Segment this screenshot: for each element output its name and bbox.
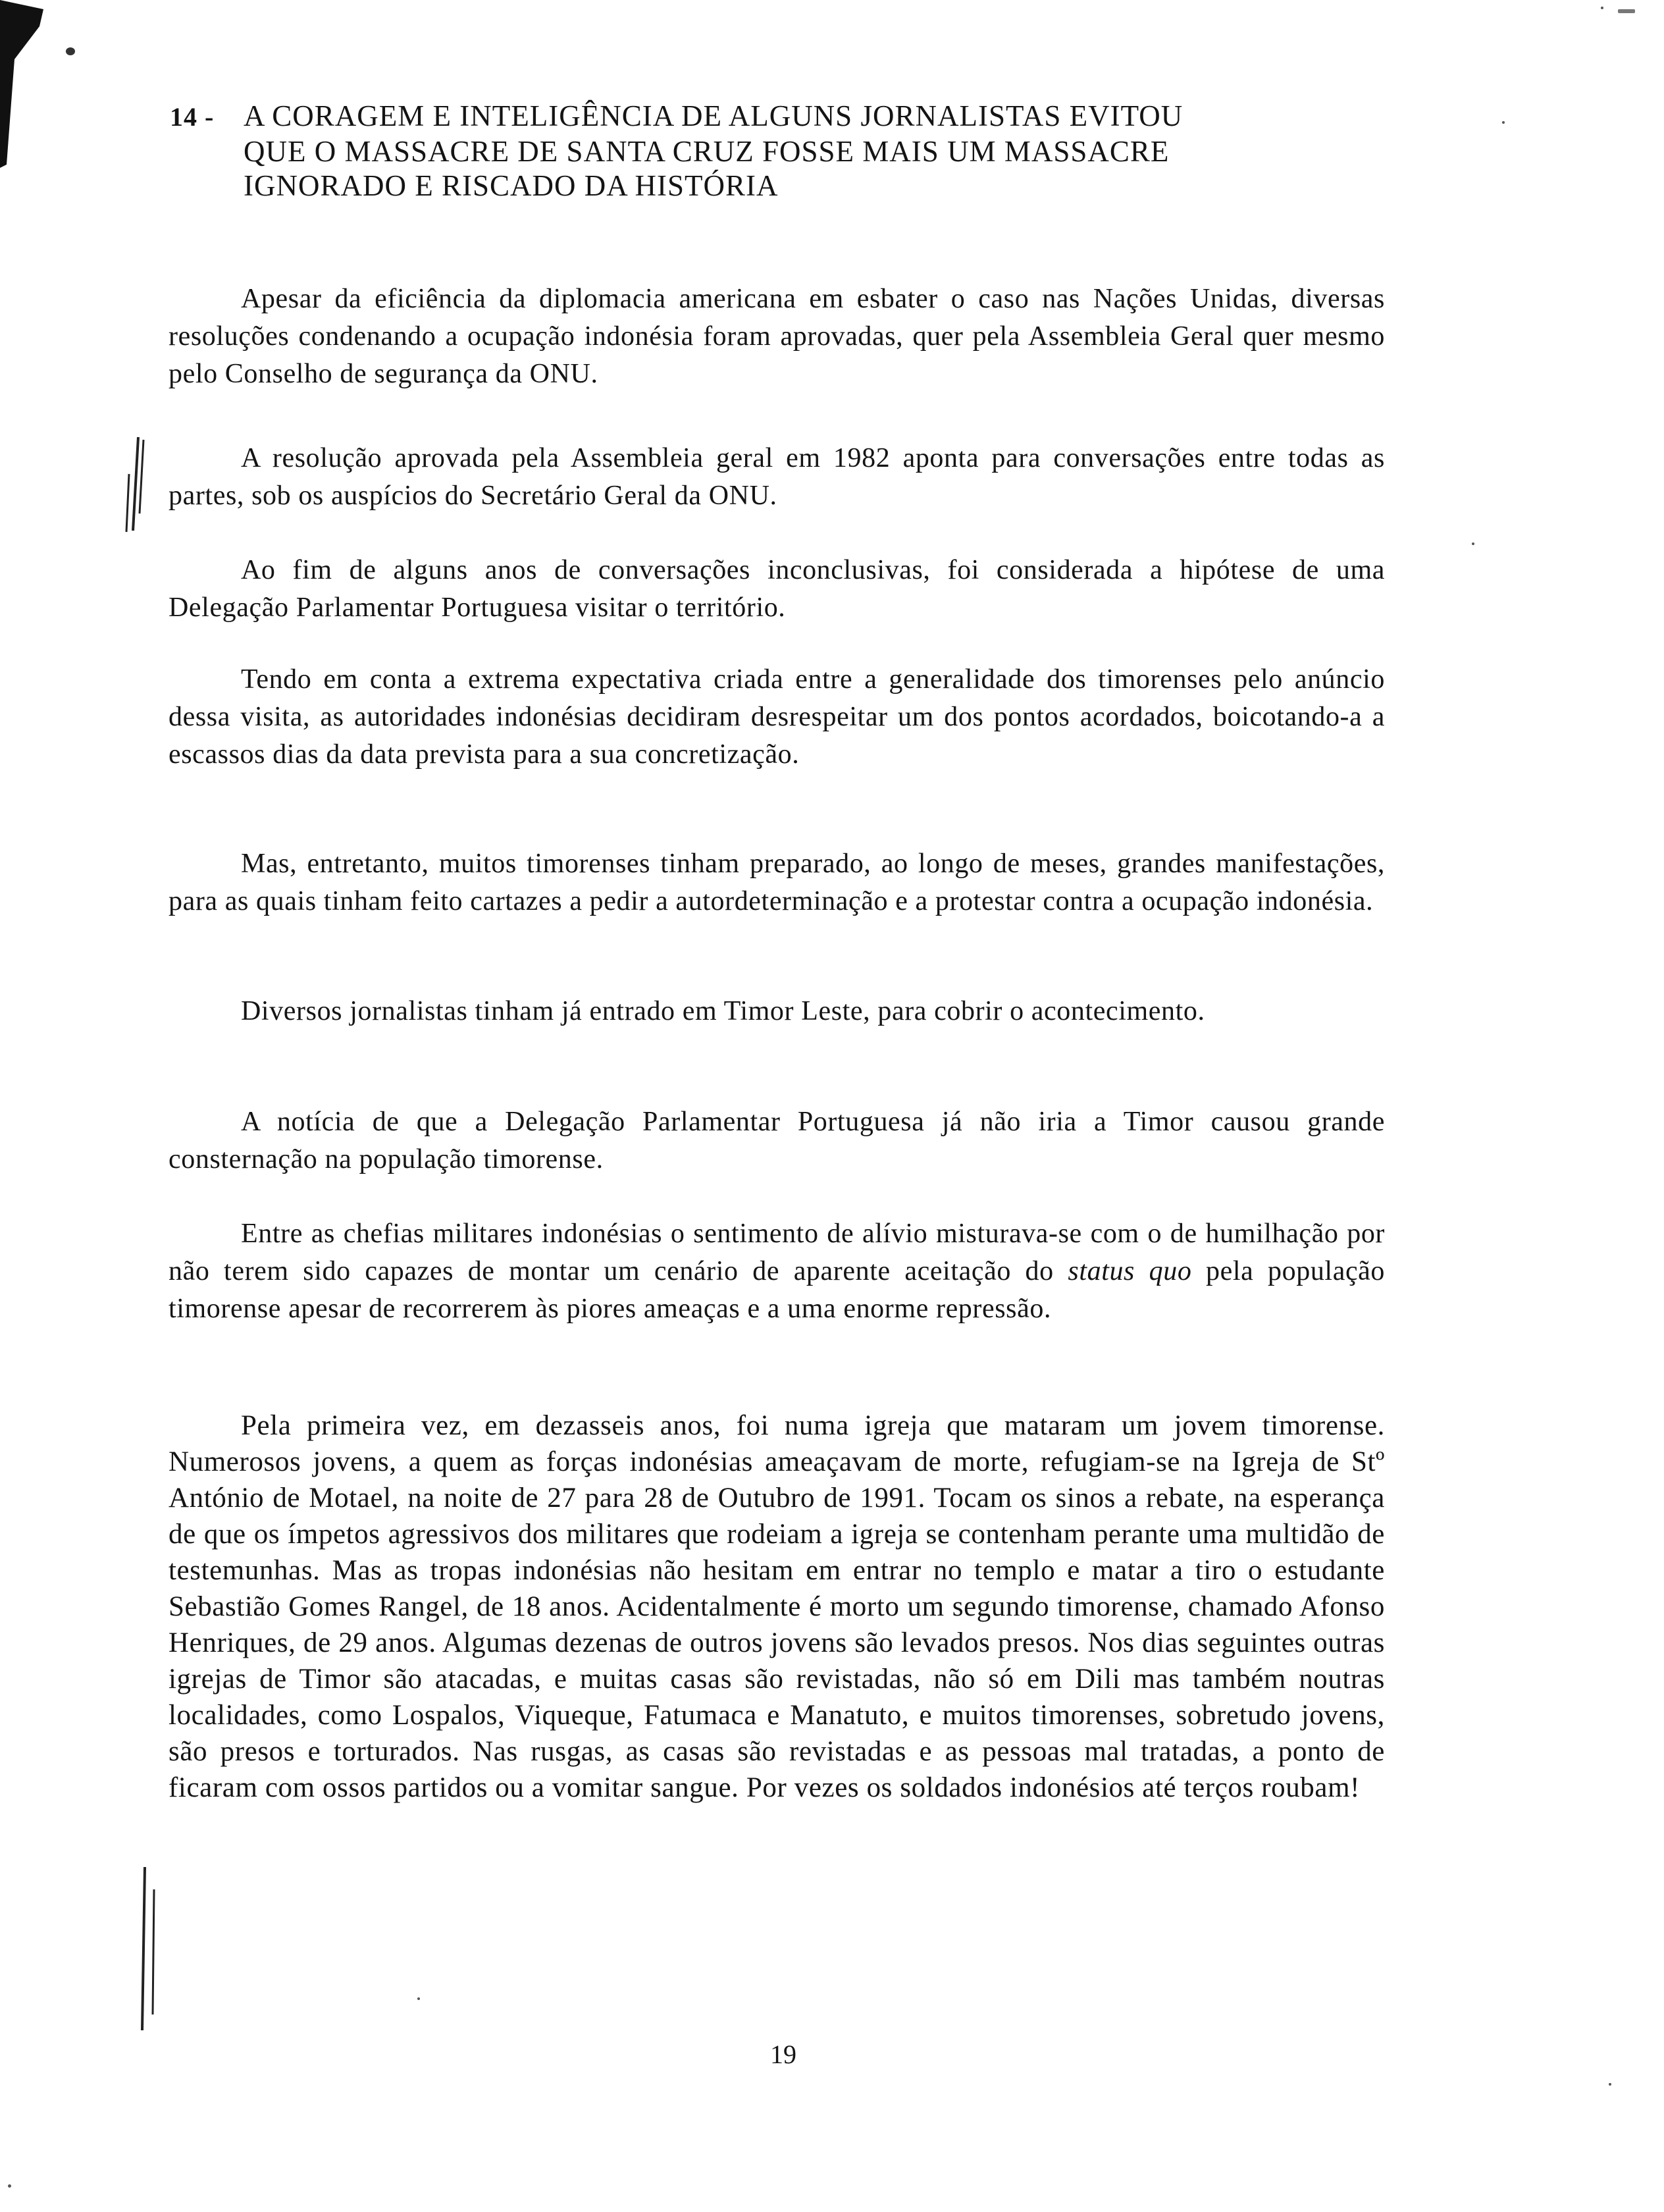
heading-line: A CORAGEM E INTELIGÊNCIA DE ALGUNS JORNALISTAS EVITOU <box>244 99 1183 132</box>
section-number: 14 - <box>170 102 215 132</box>
scan-speck <box>1609 2083 1611 2086</box>
scan-speck <box>1502 121 1505 124</box>
scan-speck <box>1618 9 1635 13</box>
paragraph: A resolução aprovada pela Assembleia geral em 1982 aponta para conversações entre todas as partes, sob os auspícios do Secretário Geral da ONU. <box>169 443 1385 511</box>
paragraph-text: Entre as chefias militares indonésias o sentimento de alívio misturava-se com o de humilhação por não terem sido capazes de montar um cenário de aparente aceitação do <box>169 1219 1385 1286</box>
scan-speck <box>417 1997 420 2000</box>
margin-mark-icon <box>136 1863 162 2034</box>
latin-term: status quo <box>1068 1256 1192 1286</box>
paragraph: A notícia de que a Delegação Parlamentar Portuguesa já não iria a Timor causou grande consternação na população timorense. <box>169 1107 1385 1174</box>
heading-line: IGNORADO E RISCADO DA HISTÓRIA <box>244 169 779 202</box>
paragraph: Mas, entretanto, muitos timorenses tinham preparado, ao longo de meses, grandes manifestações, para as quais tinham feito cartazes a pedir a autordeterminação e a protestar contra a ocupação indonésia. <box>169 849 1385 916</box>
paragraph-text: pela população timorense apesar de recorrerem às piores ameaças e a uma enorme repressão. <box>169 1256 1386 1324</box>
paragraph: Tendo em conta a extrema expectativa criada entre a generalidade dos timorenses pelo anúncio dessa visita, as autoridades indonésias decidiram desrespeitar um dos pontos acordados, boicotando-a a escassos dias da data prevista para a sua concretização. <box>169 664 1385 770</box>
page-number: 19 <box>770 2040 796 2069</box>
margin-mark-icon <box>118 434 147 533</box>
paragraph <box>169 1215 1385 1328</box>
scan-speck <box>1472 542 1474 545</box>
scan-speck <box>1601 7 1603 9</box>
section-heading <box>170 99 1394 203</box>
scan-speck <box>8 2184 11 2188</box>
heading-line: QUE O MASSACRE DE SANTA CRUZ FOSSE MAIS UM MASSACRE <box>244 135 1170 168</box>
paragraph: Pela primeira vez, em dezasseis anos, foi numa igreja que mataram um jovem timorense. Numerosos jovens, a quem as forças indonésias ameaçavam de morte, refugiam-se na Igreja de Stº António de Motael, na noite de 27 para 28 de Outubro de 1991. Tocam os sinos a rebate, na esperança de que os ímpetos agressivos dos militares que rodeiam a igreja se contenham perante uma multidão de testemunhas. Mas as tropas indonésias não hesitam em entrar no templo e matar a tiro o estudante Sebastião Gomes Rangel, de 18 anos. Acidentalmente é morto um segundo timorense, chamado Afonso Henriques, de 29 anos. Algumas dezenas de outros jovens são levados presos. Nos dias seguintes outras igrejas de Timor são atacadas, e muitas casas são revistadas, não só em Dili mas também noutras localidades, como Lospalos, Viqueque, Fatumaca e Manatuto, e muitos timorenses, sobretudo jovens, são presos e torturados. Nas rusgas, as casas são revistadas e as pessoas mal tratadas, a ponto de ficaram com ossos partidos ou a vomitar sangue. Por vezes os soldados indonésios até terços roubam! <box>169 1410 1385 1803</box>
scan-speck <box>66 47 75 55</box>
paragraph: Ao fim de alguns anos de conversações inconclusivas, foi considerada a hipótese de uma Delegação Parlamentar Portuguesa visitar o território. <box>169 555 1385 623</box>
paragraph: Apesar da eficiência da diplomacia americana em esbater o caso nas Nações Unidas, diversas resoluções condenando a ocupação indonésia foram aprovadas, quer pela Assembleia Geral quer mesmo pelo Conselho de segurança da ONU. <box>169 284 1385 389</box>
paragraph: Diversos jornalistas tinham já entrado em Timor Leste, para cobrir o acontecimento. <box>241 996 1205 1026</box>
scan-corner-mark <box>0 0 46 171</box>
